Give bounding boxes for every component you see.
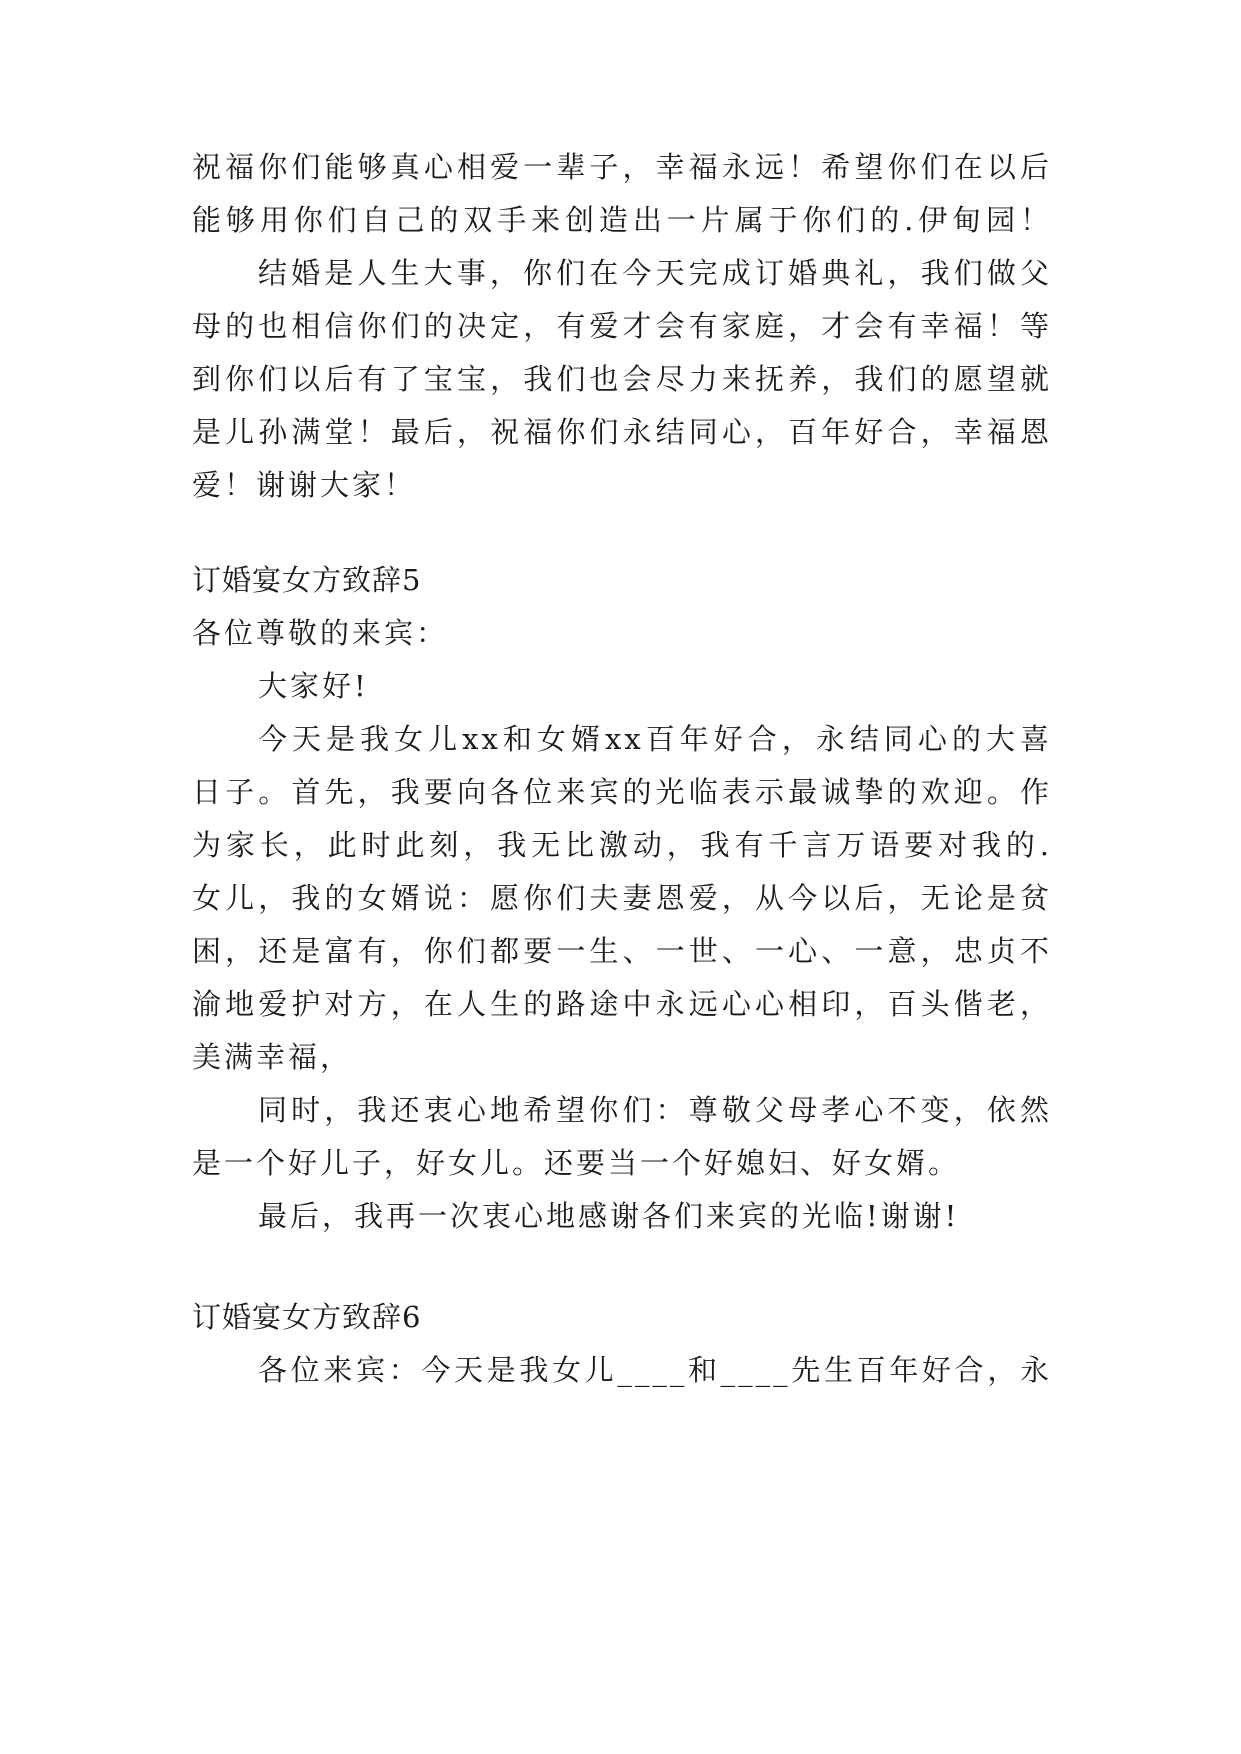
text-line: 爱！谢谢大家！ — [192, 468, 417, 502]
section-heading: 订婚宴女方致辞5 — [192, 563, 422, 597]
text-line: 到你们以后有了宝宝，我们也会尽力来抚养，我们的愿望就 — [192, 362, 1052, 396]
text-line: 美满幸福， — [192, 1040, 353, 1074]
text-line: 今天是我女儿xx和女婿xx百年好合，永结同心的大喜 — [258, 722, 1052, 756]
text-line: 女儿，我的女婿说：愿你们夫妻恩爱，从今以后，无论是贫 — [192, 881, 1052, 915]
text-line: 困，还是富有，你们都要一生、一世、一心、一意，忠贞不 — [192, 934, 1052, 968]
text-line: 母的也相信你们的决定，有爱才会有家庭，才会有幸福！等 — [192, 309, 1052, 343]
text-line: 是儿孙满堂！最后，祝福你们永结同心，百年好合，幸福恩 — [192, 415, 1052, 449]
text-line: 最后，我再一次衷心地感谢各们来宾的光临!谢谢! — [258, 1199, 960, 1233]
text-line: 祝福你们能够真心相爱一辈子，幸福永远！希望你们在以后 — [192, 150, 1052, 184]
text-line: 是一个好儿子，好女儿。还要当一个好媳妇、好女婿。 — [192, 1146, 961, 1180]
text-line: 能够用你们自己的双手来创造出一片属于你们的.伊甸园！ — [192, 203, 1052, 237]
section-heading: 订婚宴女方致辞6 — [192, 1300, 422, 1334]
text-line: 结婚是人生大事，你们在今天完成订婚典礼，我们做父 — [258, 256, 1052, 290]
text-line: 为家长，此时此刻，我无比激动，我有千言万语要对我的. — [192, 828, 1052, 862]
text-line: 各位来宾：今天是我女儿____和____先生百年好合，永 — [258, 1353, 1052, 1387]
salutation: 各位尊敬的来宾： — [192, 616, 449, 650]
text-line: 同时，我还衷心地希望你们：尊敬父母孝心不变，依然 — [258, 1093, 1052, 1127]
greeting: 大家好! — [258, 669, 369, 703]
text-line: 渝地爱护对方，在人生的路途中永远心心相印，百头偕老， — [192, 987, 1052, 1021]
text-line: 日子。首先，我要向各位来宾的光临表示最诚挚的欢迎。作 — [192, 775, 1052, 809]
